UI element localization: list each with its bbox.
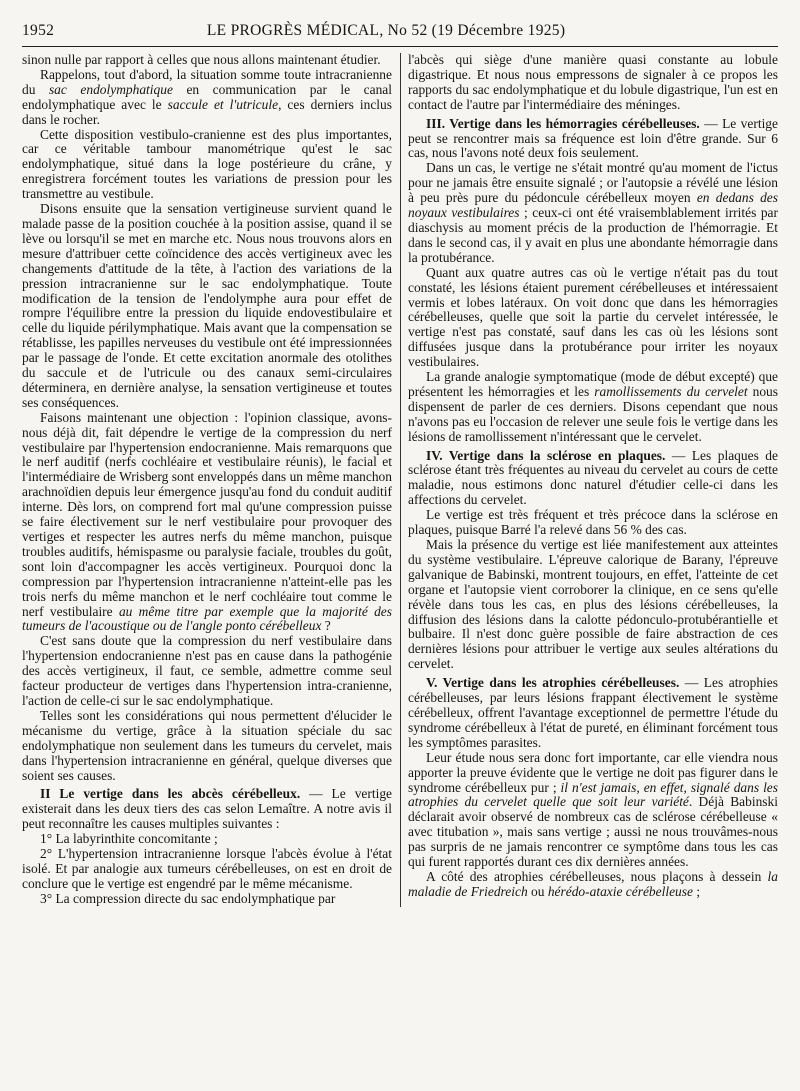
paragraph: l'abcès qui siège d'une manière quasi constante au lobule digastrique. Et nous nous empressons de signaler à ce propos les rapports du sac endolymphatique et du lobule digastrique, l'un est en contact de l'autre par l'intermédiaire des méninges. — [408, 52, 778, 112]
paragraph: Disons ensuite que la sensation vertigineuse survient quand le malade passe de la position couchée à la position assise, quand il se lève ou lorsqu'il se met en marche etc. Nous nous trouvons alors en mesure d'attribuer cette coïncidence des accès vertigineux avec les changements d'attitude de la tête, à l'action des variations de la pression intracranienne sur le sac endolymphatique. Toute modification de la tension de l'endolymphe aura pour effet de rompre l'équilibre entre la pression du liquide endovestibulaire et celle du liquide périlymphatique. Mais avant que la compensation se rétablisse, les papilles nerveuses du vestibule ont été impressionnées par le passage de l'onde. Et cette excitation anormale des otolithes du saccule et de l'utricule ou des canaux semi-circulaires déterminera, en dernière analyse, la sensation vertigineuse et toutes ses conséquences. — [22, 201, 392, 410]
paragraph: Rappelons, tout d'abord, la situation somme toute intracranienne du sac endolymphatique en communication par le canal endolymphatique avec le saccule et l'utricule, ces derniers inclus dans le rocher. — [22, 66, 392, 127]
list-item: 1° La labyrinthite concomitante ; — [40, 831, 218, 847]
paragraph: A côté des atrophies cérébelleuses, nous plaçons à dessein la maladie de Friedreich ou hérédo-ataxie cérébelleuse ; — [408, 868, 778, 899]
list-item: 2° L'hypertension intracranienne lorsque l'abcès évolue à l'état isolé. Et par analogie aux tumeurs cérébelleuses, on est en droit de conclure que le vertige est engendré par le même mécanisme. — [22, 846, 392, 891]
paragraph: Le vertige est très fréquent et très précoce dans la sclérose en plaques, puisque Barré l'a relevé dans 56 % des cas. — [408, 507, 778, 538]
section-heading: II Le vertige dans les abcès cérébelleux. — [40, 786, 301, 802]
paragraph: La grande analogie symptomatique (mode de début excepté) que présentent les hémorragies et les ramollissements du cervelet nous dispensent de parler de ces derniers. Disons cependant que nous n'avons pas eu l'occasion de relever une seule fois le vertige dans les lésions de ramollissement n'intéressant que le cervelet. — [408, 369, 778, 444]
paragraph: Leur étude nous sera donc fort importante, car elle viendra nous apporter la preuve évidente que le vertige ne doit pas figurer dans le syndrome cérébelleux pur ; il n'est jamais, en effet, signalé dans les atrophies du cervelet quelle que soit leur variété. Déjà Babinski déclarait avoir observé de nombreux cas de sclérose cérébelleuse « avec titubation », mais sans vertige ; aussi ne nous trouvâmes-nous pas surpris de ne jamais rencontrer ce symptôme dans tous les cas qui furent rapportés durant ces dix dernières années. — [408, 749, 779, 870]
running-header — [22, 22, 778, 44]
paragraph: C'est sans doute que la compression du nerf vestibulaire dans l'hypertension endocranienne n'est pas en cause dans la pathogénie des accès vertigineux, il faut, ce semble, admettre comme seul facteur producteur de vertiges dans l'hypertension intra-cranienne, l'action de celle-ci sur le sac endolymphatique. — [22, 633, 392, 708]
section-heading: IV. Vertige dans la sclérose en plaques. — [426, 447, 666, 463]
header-rule — [22, 46, 778, 47]
paragraph: Mais la présence du vertige est liée manifestement aux atteintes du système vestibulaire. L'épreuve calorique de Barany, l'épreuve galvanique de Babinski, montrent toujours, en effet, l'atteinte de cet organe et l'autopsie vient corroborer la clinique, en ce sens qu'elle révèle dans tous les cas, en plus des lésions cérébelleuses, la diffusion des lésions dans la calotte pédonculo-protubérantielle et bulbaire. Il n'est donc guère possible de faire abstraction de ces dernières lésions pour attribuer le vertige aux seules altérations du cervelet. — [408, 537, 778, 672]
paragraph: Dans un cas, le vertige ne s'était montré qu'au moment de l'ictus pour ne jamais être ensuite signalé ; or l'autopsie a révélé une lésion à peu près pure du pédoncule cérébelleux moyen en dedans des noyaux vestibulaires ; ceux-ci ont été vraisemblablement irrités par diaschysis au moment précis de la production de l'hémorragie. Et dans le second cas, il y avait en plus une abondante hémorragie dans la protubérance. — [408, 160, 779, 265]
left-column — [22, 53, 392, 907]
journal-title: LE PROGRÈS MÉDICAL, No 52 (19 Décembre 1925) — [206, 22, 566, 39]
section-hemorragies: III. Vertige dans les hémorragies cérébelleuses. — Le vertige peut se rencontrer mais sa fréquence est loin d'être grande. Sur 6 cas, nous l'avons noté deux fois seulement. — [408, 115, 778, 161]
paragraph: Quant aux quatre autres cas où le vertige n'était pas du tout constaté, les lésions étaient purement cérébelleuses et intéressaient vermis et lobes latéraux. On voit donc que dans les hémorragies cérébelleuses, quelle que soit la partie du cervelet intéressée, le vertige n'est pas constaté, sauf dans les cas où les lésions sont diffusées jusque dans la protubérance pour irriter les noyaux vestibulaires. — [408, 264, 778, 370]
paragraph: Telles sont les considérations qui nous permettent d'élucider le mécanisme du vertige, grâce à la situation spéciale du sac endolymphatique non seulement dans les tumeurs du cervelet, mais dans l'hypertension intracranienne en général, quelque diverses que soient ses causes. — [22, 707, 392, 783]
section-atrophies: V. Vertige dans les atrophies cérébelleuses. — Les atrophies cérébelleuses, par leurs lésions frappant électivement le système cérébelleux, offrent l'avantage exceptionnel de permettre l'étude du syndrome cérébelleux à l'état de pureté, en éliminant forcément tous les symptômes parasites. — [408, 675, 778, 750]
section-sclerose: IV. Vertige dans la sclérose en plaques. — Les plaques de sclérose étant très fréquentes au niveau du cervelet au cours de cette maladie, nous estimons donc naturel d'étudier celle-ci dans les affections du cervelet. — [408, 447, 778, 508]
section-abces: II Le vertige dans les abcès cérébelleux. — Le vertige existerait dans les deux tiers des cas selon Lemaître. A notre avis il peut reconnaître les causes multiples suivantes : — [22, 786, 393, 832]
section-heading: III. Vertige dans les hémorragies cérébelleuses. — [426, 115, 700, 131]
paragraph: Faisons maintenant une objection : l'opinion classique, avons-nous déjà dit, fait dépendre le vertige de la compression du nerf vestibulaire par l'hypertension endocranienne. Mais remarquons que le nerf auditif (nerfs cochléaire et vestibulaire réunis), le facial et l'intermédiaire de Wrisberg sont enveloppés dans un même manchon arachnoïdien depuis leur émergence jusqu'au fond du conduit auditif interne. Dès lors, on comprend fort mal qu'une compression puisse se faire électivement sur le nerf vestibulaire pour provoquer des vertiges et respecter les autres nerfs du même manchon, puisque troubles auditifs, hémispasme ou paralysie faciale, troubles du goût, sont loin d'accompagner les accès vertigineux. Pourquoi donc la compression par l'hypertension intracranienne n'atteint-elle pas les trois nerfs du même manchon et le nerf cochléaire tout comme le nerf vestibulaire au même titre par exemple que la majorité des tumeurs de l'acoustique ou de l'angle ponto cérébelleux ? — [22, 409, 392, 634]
paragraph: Cette disposition vestibulo-cranienne est des plus importantes, car ce véritable tambour manométrique qu'est le sac endolymphatique, situé dans la loge postérieure du crâne, y enregistrera forcément toutes les variations de pression pour les transmettre au vestibule. — [22, 126, 392, 202]
column-divider — [400, 53, 401, 907]
paragraph: sinon nulle par rapport à celles que nous allons maintenant étudier. — [22, 52, 381, 67]
page-number: 1952 — [22, 22, 55, 39]
right-column — [408, 53, 778, 907]
text-columns — [22, 53, 778, 907]
list-item: 3° La compression directe du sac endolymphatique par — [40, 890, 336, 906]
section-heading: V. Vertige dans les atrophies cérébelleuses. — [426, 675, 680, 691]
